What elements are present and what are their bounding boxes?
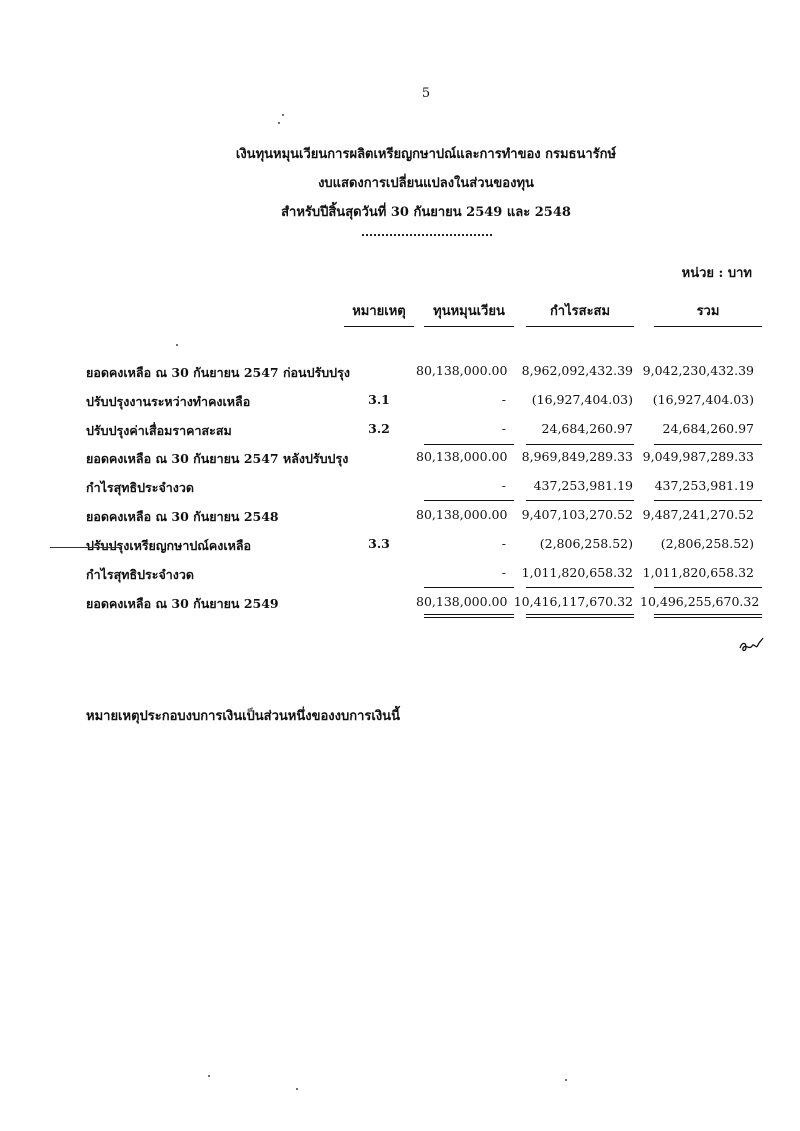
scan-speck: [278, 122, 280, 124]
row-label: ยอดคงเหลือ ณ 30 กันยายน 2548: [86, 509, 279, 524]
table-row: [0, 392, 800, 412]
header-rule-note: [344, 326, 414, 327]
table-row: [0, 421, 800, 441]
footnote: หมายเหตุประกอบงบการเงินเป็นส่วนหนึ่งของงบการเงินนี้: [86, 709, 400, 724]
scan-speck: [176, 344, 178, 346]
table-row: [0, 594, 800, 614]
row-retained-earnings: 1,011,820,658.32: [521, 565, 633, 580]
row-total: 9,487,241,270.52: [642, 507, 754, 522]
row-total: 9,042,230,432.39: [642, 363, 754, 378]
subtotal-rule: [526, 587, 634, 588]
scan-speck: [565, 1079, 567, 1081]
row-label: กำไรสุทธิประจำงวด: [86, 480, 195, 495]
row-retained-earnings: 24,684,260.97: [541, 421, 633, 436]
statement-title: งบแสดงการเปลี่ยนแปลงในส่วนของทุน: [318, 176, 534, 191]
subtotal-rule: [526, 500, 634, 501]
header-rule-total: [654, 326, 762, 327]
currency-unit: หน่วย : บาท: [681, 266, 752, 281]
row-label: ยอดคงเหลือ ณ 30 กันยายน 2547 หลังปรับปรุง: [86, 451, 349, 466]
row-note: 3.3: [368, 536, 390, 551]
subtotal-rule: [424, 500, 514, 501]
row-label: ยอดคงเหลือ ณ 30 กันยายน 2549: [86, 596, 279, 611]
row-retained-earnings: 10,416,117,670.32: [513, 594, 633, 609]
row-working-capital: 80,138,000.00: [416, 363, 508, 378]
row-retained-earnings: 9,407,103,270.52: [521, 507, 633, 522]
scan-speck: [282, 114, 284, 116]
row-retained-earnings: (2,806,258.52): [539, 536, 633, 551]
row-retained-earnings: 8,969,849,289.33: [521, 449, 633, 464]
total-double-rule: [654, 614, 762, 618]
subtotal-rule: [654, 500, 762, 501]
column-header-total: รวม: [696, 304, 720, 319]
row-total: 9,049,987,289.33: [642, 449, 754, 464]
row-note: 3.2: [368, 421, 390, 436]
row-working-capital: -: [501, 392, 506, 407]
row-label: ปรับปรุงเหรียญกษาปณ์คงเหลือ: [86, 538, 252, 553]
header-rule-working-capital: [424, 326, 514, 327]
row-total: 10,496,255,670.32: [640, 594, 760, 609]
row-total: 1,011,820,658.32: [642, 565, 754, 580]
table-row: [0, 565, 800, 585]
table-row: [0, 536, 800, 556]
row-working-capital: -: [501, 478, 506, 493]
initials-signature: [738, 636, 764, 660]
table-row: [0, 363, 800, 383]
total-double-rule: [526, 614, 634, 618]
row-working-capital: -: [501, 421, 506, 436]
column-header-retained-earnings: กำไรสะสม: [549, 304, 611, 319]
total-double-rule: [424, 614, 514, 618]
row-working-capital: 80,138,000.00: [416, 594, 508, 609]
column-header-working-capital: ทุนหมุนเวียน: [433, 304, 505, 319]
statement-period: สำหรับปีสิ้นสุดวันที่ 30 กันยายน 2549 และ 2548: [281, 205, 571, 220]
subtotal-rule: [424, 587, 514, 588]
row-label: กำไรสุทธิประจำงวด: [86, 567, 195, 582]
subtotal-rule: [424, 444, 514, 445]
entity-name: เงินทุนหมุนเวียนการผลิตเหรียญกษาปณ์และการทำของ กรมธนารักษ์: [235, 147, 617, 162]
row-working-capital: 80,138,000.00: [416, 449, 508, 464]
scan-speck: [296, 1088, 298, 1090]
table-row: [0, 478, 800, 498]
row-working-capital: 80,138,000.00: [416, 507, 508, 522]
row-total: (2,806,258.52): [660, 536, 754, 551]
title-divider: [362, 234, 492, 236]
row-label: ยอดคงเหลือ ณ 30 กันยายน 2547 ก่อนปรับปรุง: [86, 365, 350, 380]
row-total: 24,684,260.97: [662, 421, 754, 436]
table-row: [0, 507, 800, 527]
row-retained-earnings: 437,253,981.19: [533, 478, 633, 493]
column-header-note: หมายเหตุ: [352, 304, 406, 319]
row-retained-earnings: 8,962,092,432.39: [521, 363, 633, 378]
subtotal-rule: [526, 444, 634, 445]
row-label: ปรับปรุงงานระหว่างทำคงเหลือ: [86, 394, 251, 409]
margin-mark: [50, 547, 120, 548]
table-row: [0, 449, 800, 469]
row-note: 3.1: [368, 392, 390, 407]
header-rule-retained-earnings: [526, 326, 634, 327]
row-total: 437,253,981.19: [654, 478, 754, 493]
subtotal-rule: [654, 587, 762, 588]
scan-speck: [208, 1075, 210, 1077]
subtotal-rule: [654, 444, 762, 445]
row-retained-earnings: (16,927,404.03): [531, 392, 633, 407]
page-number: 5: [421, 86, 431, 101]
row-working-capital: -: [501, 565, 506, 580]
row-label: ปรับปรุงค่าเสื่อมราคาสะสม: [86, 423, 232, 438]
row-working-capital: -: [501, 536, 506, 551]
row-total: (16,927,404.03): [652, 392, 754, 407]
